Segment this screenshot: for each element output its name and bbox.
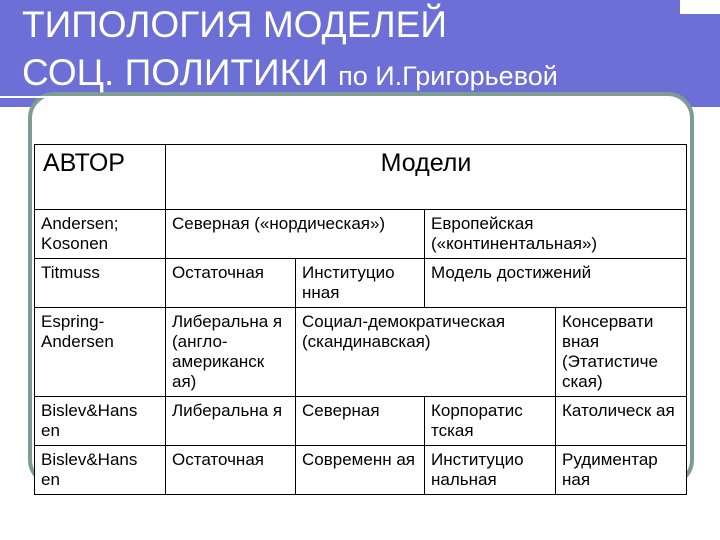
table-row <box>35 397 687 446</box>
author-cell: Espring-Andersen <box>35 308 166 397</box>
model-cell: Корпоратис тская <box>425 397 556 446</box>
model-cell: Консервати вная (Этатистиче ская) <box>556 308 687 397</box>
title-line-1: ТИПОЛОГИЯ МОДЕЛЕЙ <box>22 4 447 45</box>
table-header-row <box>35 145 687 210</box>
model-cell: Либеральна я (англо-американск ая) <box>166 308 296 397</box>
title-underline <box>0 96 636 98</box>
model-cell: Северная («нордическая») <box>166 210 425 259</box>
table-row <box>35 308 687 397</box>
header-author: АВТОР <box>35 145 166 210</box>
title-line-2-suffix: по И.Григорьевой <box>338 61 558 91</box>
model-cell: Католическ ая <box>556 397 687 446</box>
model-cell: Социал-демократическая (скандинавская) <box>296 308 556 397</box>
table-row <box>35 446 687 495</box>
table-row <box>35 210 687 259</box>
title-line-2-main: СОЦ. ПОЛИТИКИ <box>22 52 339 93</box>
model-cell: Европейская («континентальная») <box>425 210 687 259</box>
model-cell: Институцио нная <box>296 259 425 308</box>
title-line-2 <box>22 54 558 91</box>
models-table <box>34 144 687 495</box>
author-cell: Titmuss <box>35 259 166 308</box>
model-cell: Остаточная <box>166 446 296 495</box>
author-cell: Bislev&Hans en <box>35 397 166 446</box>
model-cell: Северная <box>296 397 425 446</box>
model-cell: Модель достижений <box>425 259 687 308</box>
model-cell: Остаточная <box>166 259 296 308</box>
table-row <box>35 259 687 308</box>
model-cell: Либеральна я <box>166 397 296 446</box>
model-cell: Рудиментар ная <box>556 446 687 495</box>
author-cell: Bislev&Hans en <box>35 446 166 495</box>
model-cell: Институцио нальная <box>425 446 556 495</box>
header-corner-cutout <box>680 0 720 14</box>
header-models: Модели <box>166 145 687 210</box>
author-cell: Andersen; Kosonen <box>35 210 166 259</box>
model-cell: Современн ая <box>296 446 425 495</box>
